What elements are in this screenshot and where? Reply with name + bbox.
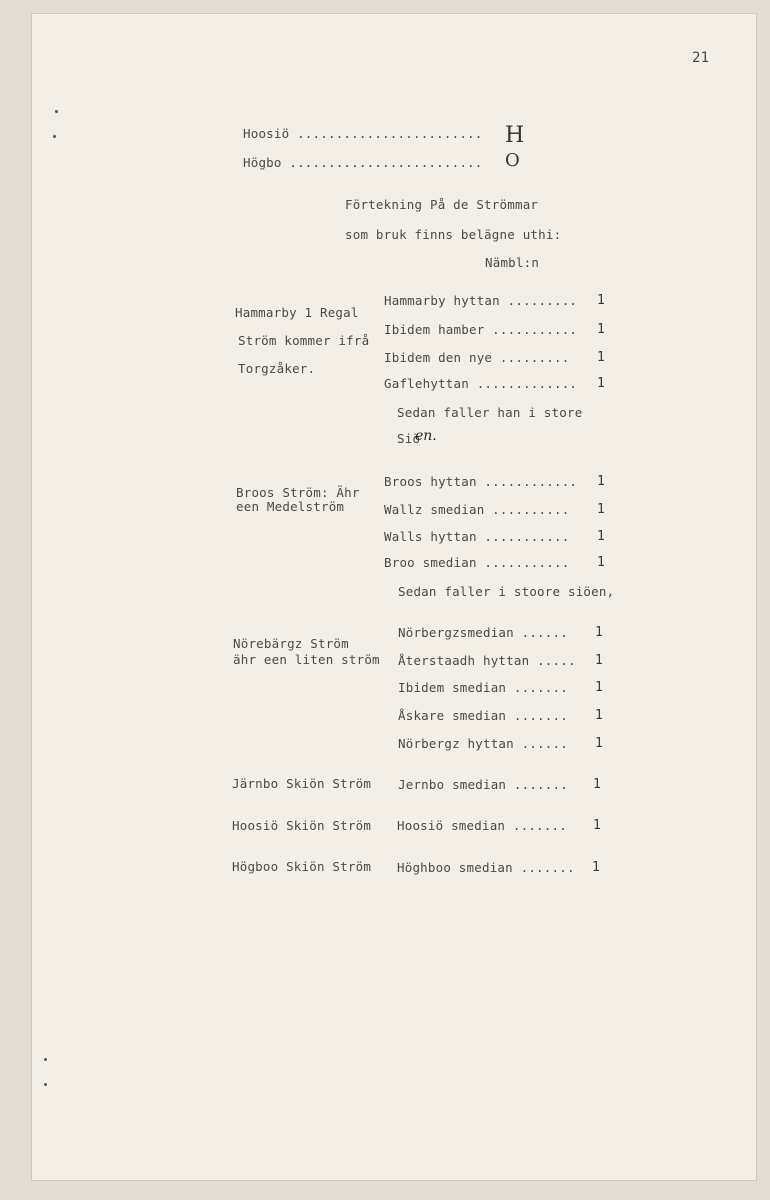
item-count: 1 <box>595 736 603 751</box>
stream-name: Ström kommer ifrå <box>238 333 370 348</box>
item-label: Ibidem smedian ....... <box>398 680 568 695</box>
margin-mark <box>53 135 56 138</box>
item-count: 1 <box>595 625 603 640</box>
item-count: 1 <box>597 502 605 517</box>
note-line: Sedan faller han i store <box>397 405 583 420</box>
stream-name: Hammarby 1 Regal <box>235 305 359 320</box>
item-count: 1 <box>597 529 605 544</box>
item-count: 1 <box>593 818 601 833</box>
margin-mark <box>55 110 58 113</box>
item-label: Hammarby hyttan ......... <box>384 293 578 308</box>
stream-name: een Medelström <box>236 499 345 514</box>
item-label: Återstaadh hyttan ..... <box>398 653 576 668</box>
header-line-label: Hoosiö ........................ <box>243 126 483 141</box>
stream-name: Hoosiö Skiön Ström <box>232 818 372 833</box>
item-count: 1 <box>597 376 605 391</box>
stream-name: Nörebärgz Ström <box>233 636 349 651</box>
item-label: Nörbergzsmedian ...... <box>398 625 568 640</box>
item-label: Ibidem den nye ......... <box>384 350 570 365</box>
item-count: 1 <box>595 680 603 695</box>
title-line: Förtekning På de Strömmar <box>345 197 539 212</box>
stream-name: Torgzåker. <box>238 361 316 376</box>
item-count: 1 <box>592 860 600 875</box>
item-count: 1 <box>597 293 605 308</box>
item-label: Broos hyttan ............ <box>384 474 578 489</box>
stream-name: ähr een liten ström <box>233 652 380 667</box>
note-line: Siö <box>397 431 421 446</box>
stream-name: Järnbo Skiön Ström <box>232 776 372 791</box>
item-count: 1 <box>595 653 603 668</box>
item-count: 1 <box>597 322 605 337</box>
item-count: 1 <box>597 474 605 489</box>
item-label: Gaflehyttan ............. <box>384 376 578 391</box>
page-number: 21 <box>692 50 710 66</box>
item-label: Wallz smedian .......... <box>384 502 570 517</box>
item-count: 1 <box>597 350 605 365</box>
handwritten-note: en. <box>415 428 437 444</box>
handwritten-mark: O <box>505 150 520 171</box>
item-label: Walls hyttan ........... <box>384 529 570 544</box>
item-count: 1 <box>595 708 603 723</box>
stream-name: Broos Ström: Ähr <box>236 485 360 500</box>
document-page <box>32 14 756 1180</box>
note-line: Sedan faller i stoore siöen, <box>398 584 615 599</box>
item-label: Hoosiö smedian ....... <box>397 818 567 833</box>
item-label: Jernbo smedian ....... <box>398 777 568 792</box>
item-label: Höghboo smedian ....... <box>397 860 575 875</box>
item-label: Åskare smedian ....... <box>398 708 568 723</box>
margin-mark <box>44 1058 47 1061</box>
stream-name: Högboo Skiön Ström <box>232 859 372 874</box>
item-count: 1 <box>593 777 601 792</box>
item-count: 1 <box>597 555 605 570</box>
count-header: Nämbl:n <box>485 255 540 270</box>
header-line-label: Högbo ......................... <box>243 155 483 170</box>
margin-mark <box>44 1083 47 1086</box>
item-label: Ibidem hamber ........... <box>384 322 578 337</box>
item-label: Broo smedian ........... <box>384 555 570 570</box>
handwritten-mark: H <box>505 123 525 148</box>
title-line: som bruk finns belägne uthi: <box>345 227 562 242</box>
item-label: Nörbergz hyttan ...... <box>398 736 568 751</box>
